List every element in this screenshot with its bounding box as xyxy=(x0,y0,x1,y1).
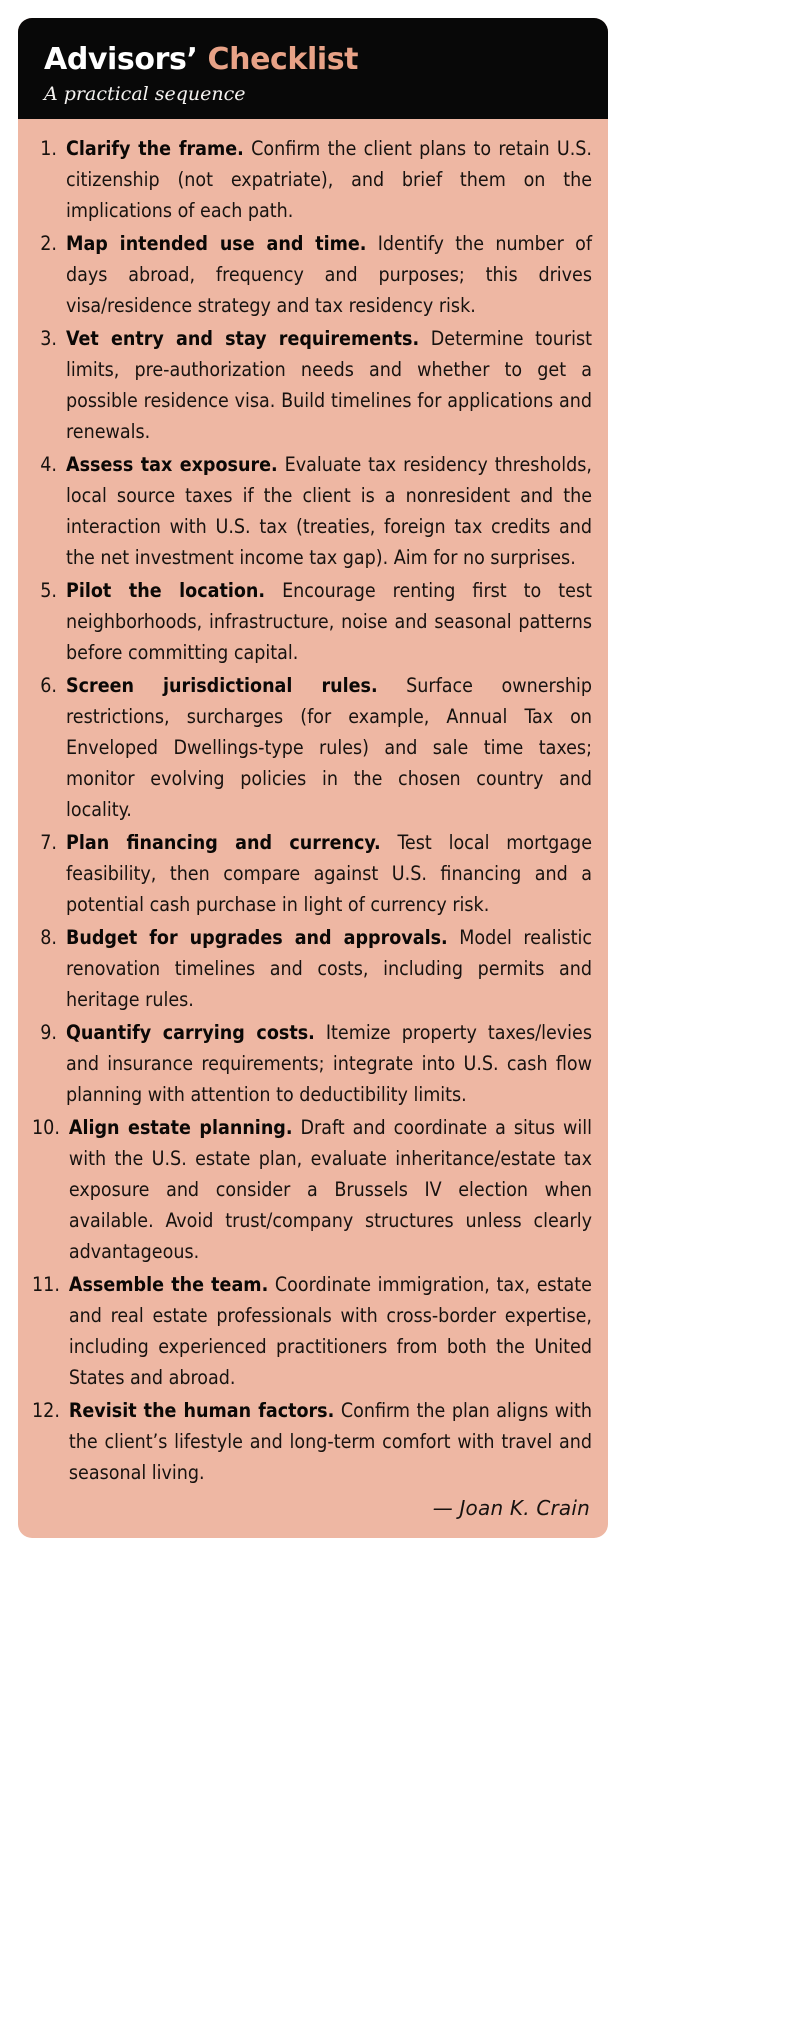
card-header xyxy=(18,18,608,119)
list-item-body: Surface ownership restrictions, surcharges (for example, Annual Tax on Enveloped Dwellings-type rules) and sale time taxes; monitor evolving policies in the chosen country and locality. xyxy=(66,674,592,822)
list-item-body: Draft and coordinate a situs will with the U.S. estate plan, evaluate inheritance/estate tax exposure and consider a Brussels IV election when available. Avoid trust/company structures unless clearly advantageous. xyxy=(68,1116,592,1264)
list-item xyxy=(32,1395,592,1488)
list-item-lead: Pilot the location. xyxy=(66,579,266,603)
list-item-number: 4. xyxy=(40,453,57,477)
list-item xyxy=(32,133,592,226)
list-item xyxy=(32,449,592,573)
list-item-body: Test local mortgage feasibility, then compare against U.S. financing and a potential cash purchase in light of currency risk. xyxy=(66,831,592,917)
list-item-body: Coordinate immigration, tax, estate and real estate professionals with cross-border expertise, including experienced practitioners from both the United States and abroad. xyxy=(68,1273,592,1390)
list-item-lead: Align estate planning. xyxy=(68,1116,293,1140)
list-item xyxy=(32,1269,592,1393)
list-item-text xyxy=(69,1112,592,1267)
list-item-text xyxy=(66,1017,592,1110)
list-item-lead: Map intended use and time. xyxy=(66,232,367,256)
list-item-text xyxy=(69,1395,592,1488)
list-item-body: Itemize property taxes/levies and insurance requirements; integrate into U.S. cash flow planning with attention to deductibility limits. xyxy=(66,1021,592,1107)
list-item-text xyxy=(66,449,592,573)
list-item-body: Identify the number of days abroad, frequency and purposes; this drives visa/residence strategy and tax residency risk. xyxy=(66,232,592,318)
list-item xyxy=(32,1017,592,1110)
list-item-text xyxy=(66,922,592,1015)
list-item-number: 11. xyxy=(32,1273,60,1297)
list-item-lead: Quantify carrying costs. xyxy=(66,1021,315,1045)
list-item-number: 6. xyxy=(40,674,57,698)
list-item-lead: Assess tax exposure. xyxy=(66,453,278,477)
list-item xyxy=(32,228,592,321)
list-item-text xyxy=(66,133,592,226)
list-item-number: 5. xyxy=(40,579,57,603)
list-item-text xyxy=(66,228,592,321)
list-item-lead: Assemble the team. xyxy=(68,1273,269,1297)
list-item xyxy=(32,323,592,447)
list-item xyxy=(32,670,592,825)
page-title-accent: Checklist xyxy=(207,42,359,77)
list-item-number: 8. xyxy=(40,926,57,950)
page-title-main: Advisors’ xyxy=(44,42,208,77)
attribution: — Joan K. Crain xyxy=(432,1496,590,1521)
list-item-lead: Budget for upgrades and approvals. xyxy=(66,926,448,950)
list-item-lead: Plan financing and currency. xyxy=(66,831,381,855)
list-item-body: Encourage renting first to test neighborhoods, infrastructure, noise and seasonal patterns before committing capital. xyxy=(66,579,592,665)
list-item-body: Confirm the plan aligns with the client’s lifestyle and long-term comfort with travel and seasonal living. xyxy=(68,1399,592,1485)
list-item xyxy=(32,1112,592,1267)
list-item-number: 2. xyxy=(40,232,57,256)
list-item-text xyxy=(66,323,592,447)
list-item-lead: Vet entry and stay requirements. xyxy=(66,327,420,351)
list-item-number: 12. xyxy=(32,1399,60,1423)
list-item-body: Determine tourist limits, pre-authorization needs and whether to get a possible residence visa. Build timelines for applications and renewals. xyxy=(66,327,592,444)
page-title xyxy=(44,44,582,76)
list-item-number: 10. xyxy=(32,1116,60,1140)
list-item-text xyxy=(66,827,592,920)
checklist xyxy=(18,119,608,1494)
list-item-number: 1. xyxy=(40,137,57,161)
list-item-number: 3. xyxy=(40,327,57,351)
page-subtitle: A practical sequence xyxy=(44,82,246,105)
list-item-number: 9. xyxy=(40,1021,57,1045)
list-item-body: Confirm the client plans to retain U.S. citizenship (not expatriate), and brief them on the implications of each path. xyxy=(66,137,592,223)
list-item xyxy=(32,575,592,668)
list-item-lead: Screen jurisdictional rules. xyxy=(66,674,378,698)
list-item-lead: Clarify the frame. xyxy=(66,137,244,161)
list-item-text xyxy=(69,1269,592,1393)
list-item xyxy=(32,827,592,920)
list-item-body: Evaluate tax residency thresholds, local source taxes if the client is a nonresident and the interaction with U.S. tax (treaties, foreign tax credits and the net investment income tax gap). Aim for no surprises. xyxy=(66,453,592,570)
list-item-text xyxy=(66,575,592,668)
list-item-number: 7. xyxy=(40,831,57,855)
list-item-lead: Revisit the human factors. xyxy=(68,1399,335,1423)
list-item-body: Model realistic renovation timelines and costs, including permits and heritage rules. xyxy=(66,926,593,1012)
list-item-text xyxy=(66,670,592,825)
list-item xyxy=(32,922,592,1015)
advisors-checklist-card xyxy=(18,18,608,1538)
